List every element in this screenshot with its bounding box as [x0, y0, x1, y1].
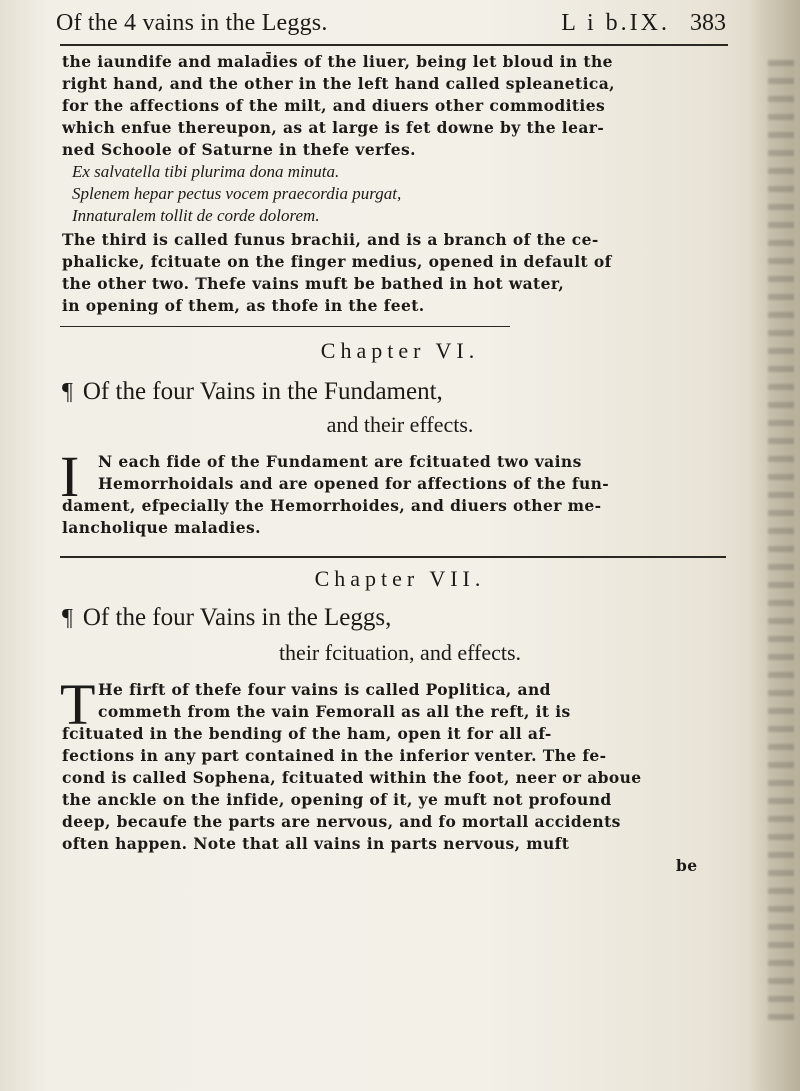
chapter-subtitle: and their effects.: [326, 412, 474, 437]
text-line: ned Schoole of Saturne in thefe verfes.: [62, 140, 416, 159]
chapter-heading: Chapter VII.: [314, 566, 486, 591]
text-line: phalicke, fcituate on the finger medius, opened in default of: [62, 252, 612, 271]
text-line: for the affections of the milt, and diuers other commodities: [62, 96, 606, 115]
catchword: be: [676, 856, 698, 875]
text-line: the anckle on the infide, opening of it, ye muft not profound: [62, 790, 612, 809]
text-line: in opening of them, as thofe in the feet.: [62, 296, 425, 315]
text-line: the iaundife and malad̄ies of the liuer, being let bloud in the: [62, 52, 613, 71]
text-line: fections in any part contained in the inferior venter. The fe-: [62, 746, 607, 765]
text-line: commeth from the vain Femorall as all the reft, it is: [98, 702, 571, 721]
text-line: often happen. Note that all vains in parts nervous, muft: [62, 834, 570, 853]
running-header: [56, 10, 726, 37]
verse-line: Innaturalem tollit de corde dolorem.: [72, 206, 320, 225]
chapter-heading: Chapter VI.: [320, 338, 480, 363]
text-line: Hemorrhoidals and are opened for affections of the fun-: [98, 474, 610, 493]
drop-cap: I: [60, 444, 80, 509]
text-line: deep, becaufe the parts are nervous, and fo mortall accidents: [62, 812, 621, 831]
chapter-title: ¶ Of the four Vains in the Fundament,: [62, 378, 443, 405]
verse-line: Splenem hepar pectus vocem praecordia purgat,: [72, 184, 402, 203]
pilcrow-icon: ¶: [62, 605, 73, 631]
book-number: L i b.IX.: [561, 10, 670, 36]
text-line: right hand, and the other in the left hand called spleanetica,: [62, 74, 615, 93]
section-rule: [60, 326, 510, 327]
section-rule: [60, 556, 726, 558]
running-title: Of the 4 vains in the Leggs.: [56, 10, 328, 36]
chapter-title: ¶ Of the four Vains in the Leggs,: [62, 604, 392, 631]
drop-cap: T: [60, 672, 96, 737]
folio-number: 383: [690, 10, 726, 36]
verse-line: Ex salvatella tibi plurima dona minuta.: [72, 162, 340, 181]
text-line: fcituated in the bending of the ham, open it for all af-: [62, 724, 552, 743]
pilcrow-icon: ¶: [62, 379, 73, 405]
show-through-bleed: [768, 60, 794, 1020]
text-line: cond is called Sophena, fcituated within the foot, neer or aboue: [62, 768, 642, 787]
text-line: lancholique maladies.: [62, 518, 261, 537]
text-line: dament, efpecially the Hemorrhoides, and diuers other me-: [62, 496, 602, 515]
header-rule: [60, 44, 728, 46]
text-line: The third is called funus brachii, and is a branch of the ce-: [62, 230, 599, 249]
text-line: which enfue thereupon, as at large is fet downe by the lear-: [62, 118, 605, 137]
text-line: He firft of thefe four vains is called Poplitica, and: [98, 680, 551, 699]
chapter-subtitle: their fcituation, and effects.: [278, 640, 522, 665]
text-line: the other two. Thefe vains muft be bathed in hot water,: [62, 274, 565, 293]
text-line: N each fide of the Fundament are fcituated two vains: [98, 452, 582, 471]
